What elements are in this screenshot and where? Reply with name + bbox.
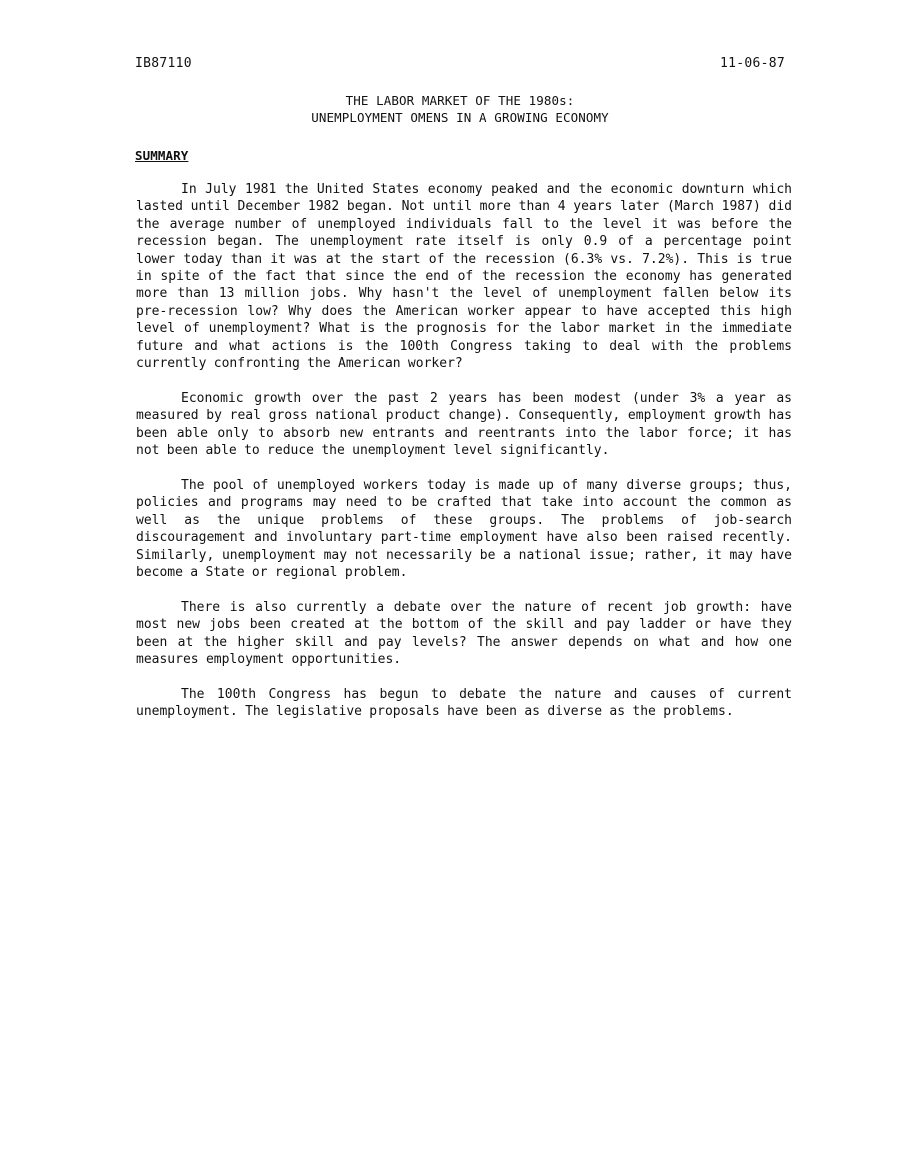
paragraph-3: The pool of unemployed workers today is made up of many diverse groups; thus, policies and programs may need to be crafted that take into account the common as well as the unique problems of these groups. The problems of job-search discouragement and involuntary part-time employment have also been raised recently. Similarly, unemployment may not necessarily be a national issue; rather, it may have become a State or regional problem. [136,477,792,580]
summary-body [136,181,792,738]
document-id: IB87110 [135,56,192,71]
paragraph-1: In July 1981 the United States economy peaked and the economic downturn which lasted until December 1982 began. Not until more than 4 years later (March 1987) did the average number of unemployed individuals fall to the level it was before the recession began. The unemployment rate itself is only 0.9 of a percentage point lower today than it was at the start of the recession (6.3% vs. 7.2%). This is true in spite of the fact that since the end of the recession the economy has generated more than 13 million jobs. Why hasn't the level of unemployment fallen below its pre-recession low? Why does the American worker appear to have accepted this high level of unemployment? What is the prognosis for the labor market in the immediate future and what actions is the 100th Congress taking to deal with the problems currently confronting the American worker? [136,182,792,372]
document-title [135,92,785,126]
paragraph-4: There is also currently a debate over the nature of recent job growth: have most new jobs been created at the bottom of the skill and pay ladder or have they been at the higher skill and pay levels? The answer depends on what and how one measures employment opportunities. [136,599,792,667]
summary-heading: SUMMARY [135,148,189,163]
paragraph-5: The 100th Congress has begun to debate the nature and causes of current unemployment. The legislative proposals have been as diverse as the problems. [136,686,792,720]
document-date: 11-06-87 [720,56,786,71]
paragraph-2: Economic growth over the past 2 years has been modest (under 3% a year as measured by real gross national product change). Consequently, employment growth has been able only to absorb new entrants and reentrants into the labor force; it has not been able to reduce the unemployment level significantly. [136,390,792,459]
title-line-1: THE LABOR MARKET OF THE 1980s: [345,93,575,108]
title-line-2: UNEMPLOYMENT OMENS IN A GROWING ECONOMY [311,110,609,125]
